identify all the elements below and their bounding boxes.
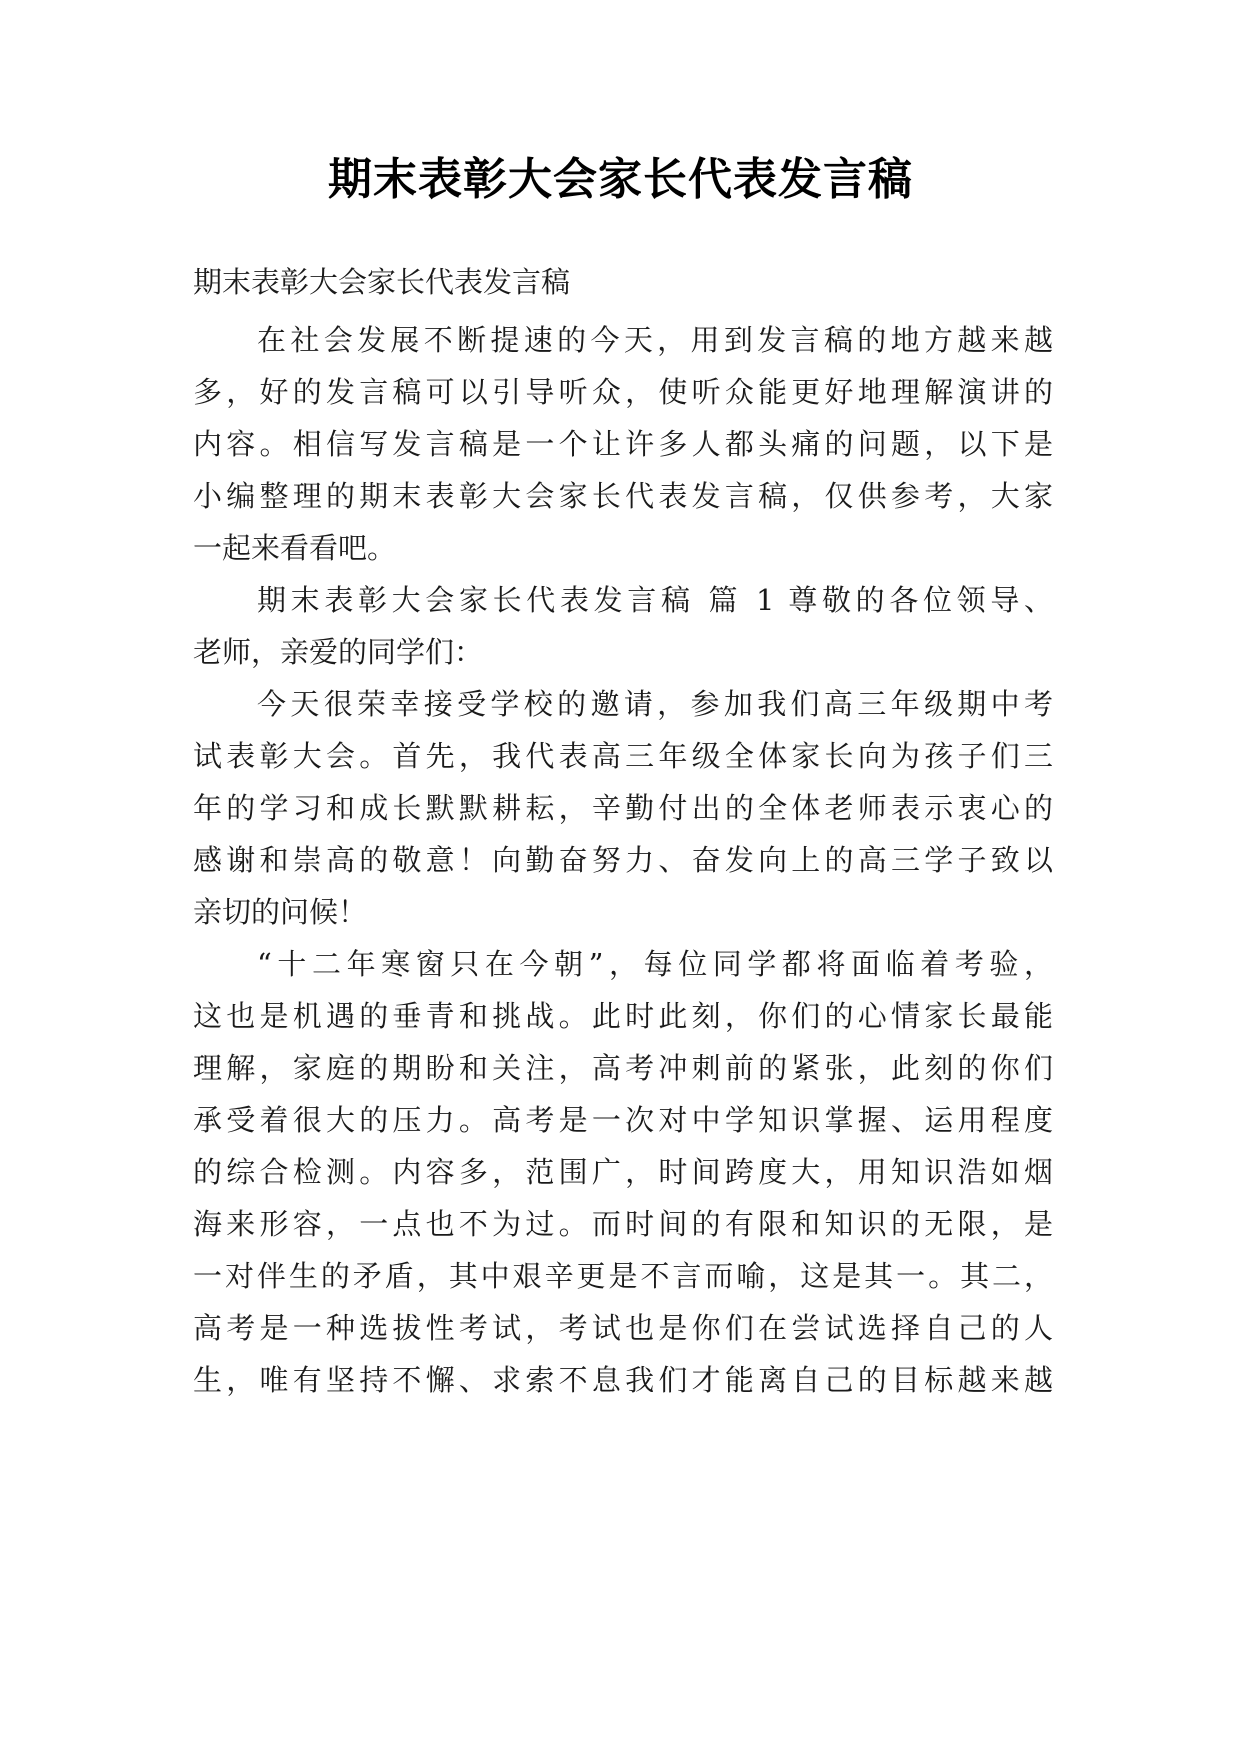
document-title: 期末表彰大会家长代表发言稿 [328,154,913,205]
text-line: 小编整理的期末表彰大会家长代表发言稿，仅供参考，大家 [193,479,1053,513]
text-line: 一对伴生的矛盾，其中艰辛更是不言而喻，这是其一。其二， [193,1259,1053,1293]
text-line: 这也是机遇的垂青和挑战。此时此刻，你们的心情家长最能 [193,999,1053,1033]
text-line: 老师，亲爱的同学们： [193,635,484,669]
text-line: 一起来看看吧。 [193,531,397,565]
text-line: 海来形容，一点也不为过。而时间的有限和知识的无限，是 [193,1207,1053,1241]
text-line: 内容。相信写发言稿是一个让许多人都头痛的问题，以下是 [193,427,1053,461]
text-line: 高考是一种选拔性考试，考试也是你们在尝试选择自己的人 [193,1311,1053,1345]
text-line: 感谢和崇高的敬意！向勤奋努力、奋发向上的高三学子致以 [193,843,1053,877]
text-line: 生，唯有坚持不懈、求索不息我们才能离自己的目标越来越 [193,1363,1053,1397]
text-line: 年的学习和成长默默耕耘，辛勤付出的全体老师表示衷心的 [193,791,1053,825]
text-line: 期末表彰大会家长代表发言稿 篇 1 尊敬的各位领导、 [257,583,1053,617]
text-line: 多，好的发言稿可以引导听众，使听众能更好地理解演讲的 [193,375,1053,409]
text-line: 试表彰大会。首先，我代表高三年级全体家长向为孩子们三 [193,739,1053,773]
text-line: “十二年寒窗只在今朝”，每位同学都将面临着考验， [257,947,1053,981]
subtitle-line: 期末表彰大会家长代表发言稿 [193,265,571,299]
text-line: 的综合检测。内容多，范围广，时间跨度大，用知识浩如烟 [193,1155,1053,1189]
text-line: 今天很荣幸接受学校的邀请，参加我们高三年级期中考 [257,687,1053,721]
text-line: 亲切的问候！ [193,895,368,929]
text-line: 理解，家庭的期盼和关注，高考冲刺前的紧张，此刻的你们 [193,1051,1053,1085]
text-line: 在社会发展不断提速的今天，用到发言稿的地方越来越 [257,323,1053,357]
text-line: 承受着很大的压力。高考是一次对中学知识掌握、运用程度 [193,1103,1053,1137]
